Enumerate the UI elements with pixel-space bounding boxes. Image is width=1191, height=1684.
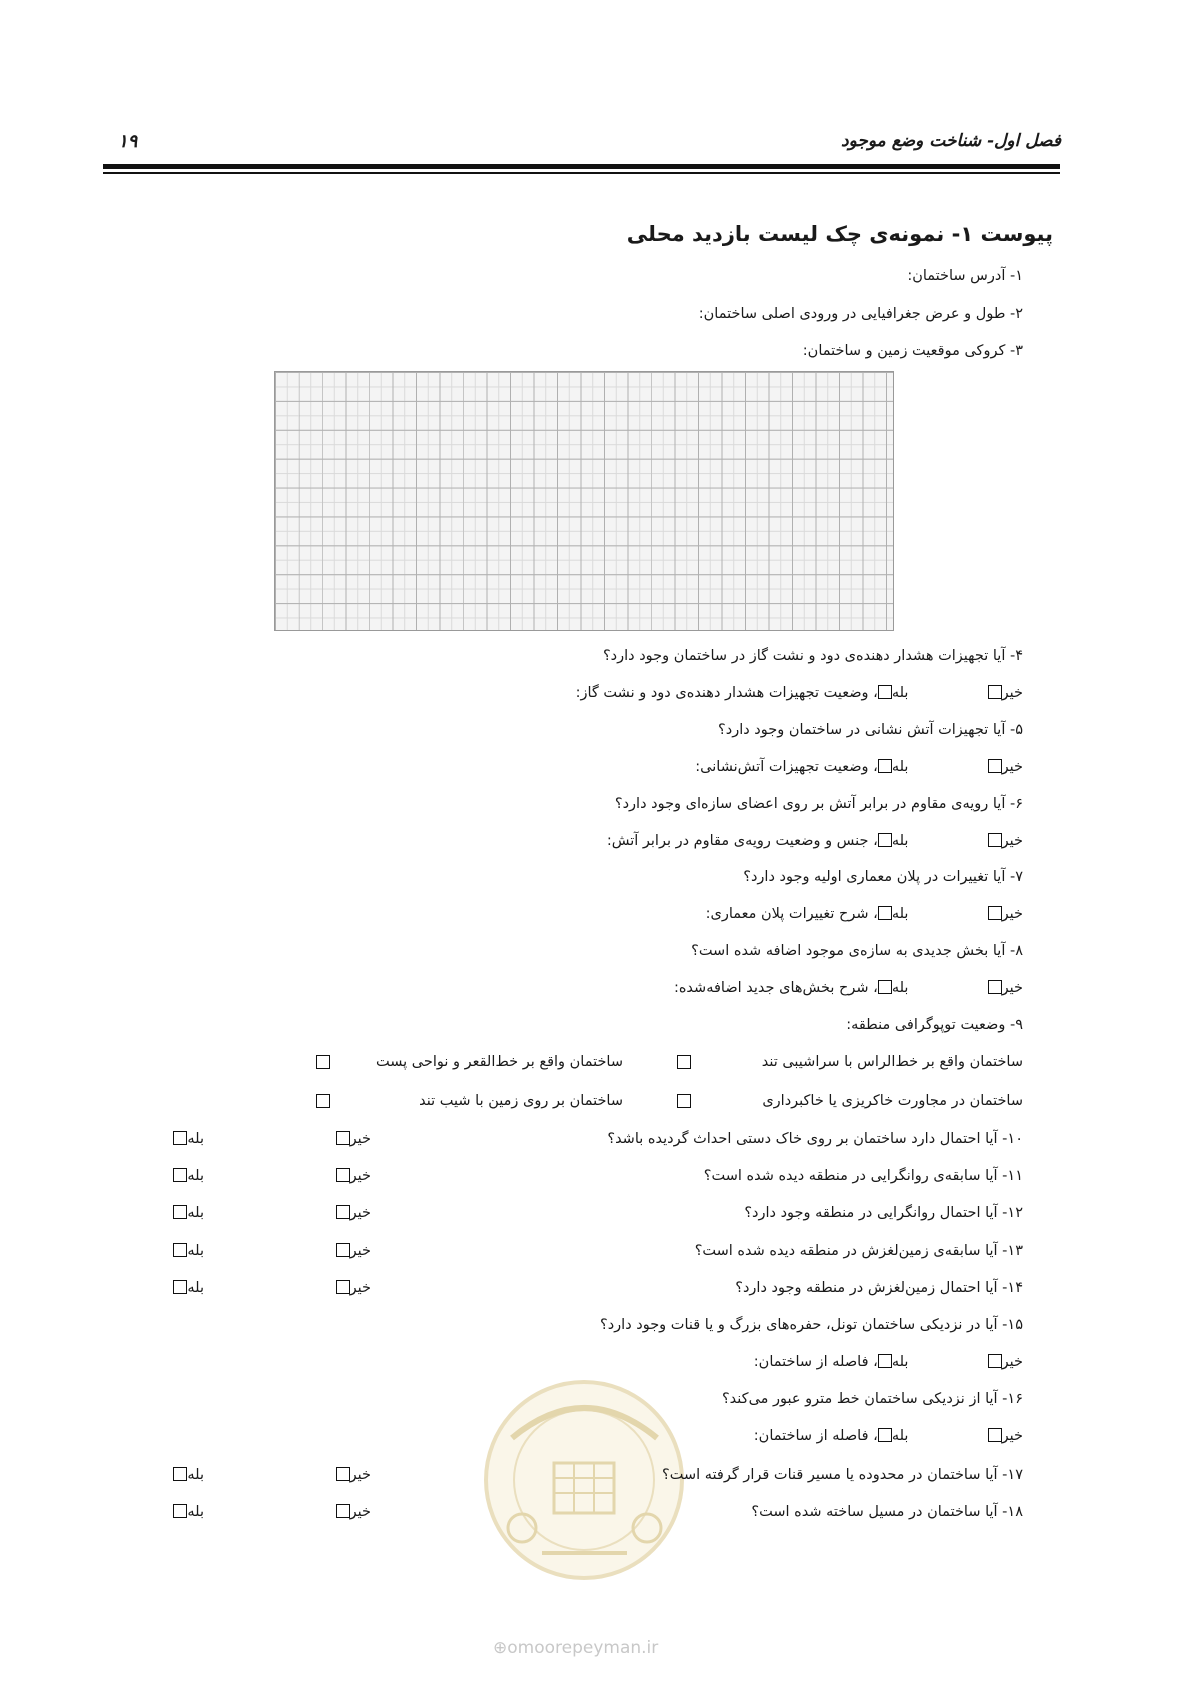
question-2: ۲- طول و عرض جغرافیایی در ورودی اصلی ساختمان: xyxy=(698,306,1023,322)
no-checkbox[interactable] xyxy=(988,1428,1002,1442)
answer-row-4 xyxy=(576,685,1023,701)
no-option xyxy=(336,1243,371,1259)
yes-checkbox[interactable] xyxy=(173,1504,187,1518)
yes-option xyxy=(173,1205,204,1221)
yes-label: بله xyxy=(187,1205,204,1221)
question-14: ۱۴- آیا احتمال زمین‌لغزش در منطقه وجود دارد؟ xyxy=(735,1280,1023,1296)
yes-label: بله xyxy=(187,1504,204,1520)
question-10: ۱۰- آیا احتمال دارد ساختمان بر روی خاک دستی احداث گردیده باشد؟ xyxy=(607,1131,1023,1147)
detail-label: جنس و وضعیت رویه‌ی مقاوم در برابر آتش: xyxy=(606,833,869,849)
question-11: ۱۱- آیا سابقه‌ی روانگرایی در منطقه دیده شده است؟ xyxy=(703,1168,1023,1184)
no-checkbox[interactable] xyxy=(988,685,1002,699)
yes-label: بله xyxy=(891,685,909,701)
separator: ، xyxy=(868,1354,878,1370)
yes-label: بله xyxy=(187,1168,204,1184)
yes-checkbox[interactable] xyxy=(878,1428,892,1442)
yes-checkbox[interactable] xyxy=(878,980,892,994)
yes-checkbox[interactable] xyxy=(173,1280,187,1294)
no-option xyxy=(336,1205,371,1221)
no-label: خیر xyxy=(1001,833,1023,849)
no-label: خیر xyxy=(349,1243,371,1259)
yes-checkbox[interactable] xyxy=(878,759,892,773)
separator: ، xyxy=(868,685,878,701)
yes-checkbox[interactable] xyxy=(878,833,892,847)
watermark-url xyxy=(493,1638,658,1658)
yes-checkbox[interactable] xyxy=(173,1131,187,1145)
no-label: خیر xyxy=(349,1280,371,1296)
no-checkbox[interactable] xyxy=(336,1243,350,1257)
no-checkbox[interactable] xyxy=(336,1504,350,1518)
no-checkbox[interactable] xyxy=(336,1280,350,1294)
yes-label: بله xyxy=(891,1354,909,1370)
sketch-grid[interactable] xyxy=(274,371,894,631)
question-12: ۱۲- آیا احتمال روانگرایی در منطقه وجود دارد؟ xyxy=(744,1205,1023,1221)
watermark-seal-icon xyxy=(482,1378,687,1583)
no-label: خیر xyxy=(1001,759,1023,775)
no-option xyxy=(336,1504,371,1520)
no-label: خیر xyxy=(1001,1354,1023,1370)
detail-label: فاصله از ساختمان: xyxy=(753,1428,869,1444)
detail-label: شرح تغییرات پلان معماری: xyxy=(705,906,869,922)
question-13: ۱۳- آیا سابقه‌ی زمین‌لغزش در منطقه دیده شده است؟ xyxy=(694,1243,1023,1259)
yes-checkbox[interactable] xyxy=(878,906,892,920)
separator: ، xyxy=(868,906,878,922)
no-label: خیر xyxy=(1001,980,1023,996)
question-9: ۹- وضعیت توپوگرافی منطقه: xyxy=(846,1017,1023,1033)
page-number: ۱۹ xyxy=(118,131,138,152)
separator: ، xyxy=(868,759,878,775)
yes-checkbox[interactable] xyxy=(173,1467,187,1481)
yes-label: بله xyxy=(891,980,909,996)
answer-row-15 xyxy=(754,1354,1023,1370)
no-label: خیر xyxy=(349,1131,371,1147)
yes-label: بله xyxy=(187,1243,204,1259)
question-15: ۱۵- آیا در نزدیکی ساختمان تونل، حفره‌های بزرگ و یا قنات وجود دارد؟ xyxy=(600,1317,1023,1333)
yes-label: بله xyxy=(187,1131,204,1147)
yes-option xyxy=(173,1467,204,1483)
yes-option xyxy=(173,1131,204,1147)
question-18: ۱۸- آیا ساختمان در مسیل ساخته شده است؟ xyxy=(751,1504,1023,1520)
question-8: ۸- آیا بخش جدیدی به سازه‌ی موجود اضافه شده است؟ xyxy=(691,943,1023,959)
no-checkbox[interactable] xyxy=(988,833,1002,847)
separator: ، xyxy=(868,980,878,996)
yes-checkbox[interactable] xyxy=(878,685,892,699)
watermark-globe-icon: ⊕ xyxy=(493,1638,508,1658)
question-6: ۶- آیا رویه‌ی مقاوم در برابر آتش بر روی اعضای سازه‌ای وجود دارد؟ xyxy=(614,796,1023,812)
no-label: خیر xyxy=(349,1168,371,1184)
no-option xyxy=(336,1280,371,1296)
question-16: ۱۶- آیا از نزدیکی ساختمان خط مترو عبور می‌کند؟ xyxy=(721,1391,1023,1407)
detail-label: وضعیت تجهیزات آتش‌نشانی: xyxy=(695,759,869,775)
no-checkbox[interactable] xyxy=(336,1467,350,1481)
no-checkbox[interactable] xyxy=(988,906,1002,920)
no-checkbox[interactable] xyxy=(988,759,1002,773)
topo-option-2: ساختمان واقع بر خط‌القعر و نواحی پست xyxy=(375,1054,623,1070)
topo-option-3: ساختمان در مجاورت خاکریزی یا خاکبرداری xyxy=(762,1093,1023,1109)
separator: ، xyxy=(868,833,878,849)
topo-option-2-checkbox[interactable] xyxy=(316,1055,330,1069)
question-17: ۱۷- آیا ساختمان در محدوده یا مسیر قنات قرار گرفته است؟ xyxy=(662,1467,1023,1483)
yes-checkbox[interactable] xyxy=(878,1354,892,1368)
no-checkbox[interactable] xyxy=(988,1354,1002,1368)
chapter-title: فصل اول- شناخت وضع موجود xyxy=(841,131,1061,151)
question-4: ۴- آیا تجهیزات هشدار دهنده‌ی دود و نشت گاز در ساختمان وجود دارد؟ xyxy=(602,648,1023,664)
yes-label: بله xyxy=(891,906,909,922)
no-checkbox[interactable] xyxy=(336,1131,350,1145)
question-7: ۷- آیا تغییرات در پلان معماری اولیه وجود دارد؟ xyxy=(743,869,1023,885)
yes-checkbox[interactable] xyxy=(173,1205,187,1219)
topo-option-4: ساختمان بر روی زمین با شیب تند xyxy=(419,1093,623,1109)
detail-label: وضعیت تجهیزات هشدار دهنده‌ی دود و نشت گاز: xyxy=(575,685,869,701)
topo-option-1-checkbox[interactable] xyxy=(677,1055,691,1069)
topo-option-3-checkbox[interactable] xyxy=(677,1094,691,1108)
yes-label: بله xyxy=(891,759,909,775)
answer-row-16 xyxy=(754,1428,1023,1444)
section-title: پیوست ۱- نمونه‌ی چک لیست بازدید محلی xyxy=(626,222,1053,246)
yes-label: بله xyxy=(891,833,909,849)
no-label: خیر xyxy=(1001,1428,1023,1444)
topo-option-1: ساختمان واقع بر خط‌الراس با سراشیبی تند xyxy=(761,1054,1023,1070)
no-checkbox[interactable] xyxy=(988,980,1002,994)
no-label: خیر xyxy=(349,1205,371,1221)
topo-option-4-checkbox[interactable] xyxy=(316,1094,330,1108)
detail-label: فاصله از ساختمان: xyxy=(753,1354,869,1370)
detail-label: شرح بخش‌های جدید اضافه‌شده: xyxy=(673,980,869,996)
question-1: ۱- آدرس ساختمان: xyxy=(907,268,1023,284)
no-option xyxy=(336,1168,371,1184)
header-rule-thin xyxy=(103,172,1060,174)
no-checkbox[interactable] xyxy=(336,1168,350,1182)
question-5: ۵- آیا تجهیزات آتش نشانی در ساختمان وجود دارد؟ xyxy=(718,722,1023,738)
yes-option xyxy=(173,1168,204,1184)
answer-row-7 xyxy=(706,906,1023,922)
answer-row-6 xyxy=(607,833,1023,849)
no-label: خیر xyxy=(349,1467,371,1483)
yes-option xyxy=(173,1280,204,1296)
yes-label: بله xyxy=(891,1428,909,1444)
yes-checkbox[interactable] xyxy=(173,1243,187,1257)
no-label: خیر xyxy=(1001,906,1023,922)
no-option xyxy=(336,1131,371,1147)
answer-row-8 xyxy=(674,980,1023,996)
question-3: ۳- کروکی موقعیت زمین و ساختمان: xyxy=(802,343,1023,359)
no-label: خیر xyxy=(349,1504,371,1520)
yes-label: بله xyxy=(187,1280,204,1296)
header-rule-thick xyxy=(103,164,1060,169)
no-option xyxy=(336,1467,371,1483)
yes-label: بله xyxy=(187,1467,204,1483)
yes-option xyxy=(173,1504,204,1520)
yes-option xyxy=(173,1243,204,1259)
yes-checkbox[interactable] xyxy=(173,1168,187,1182)
separator: ، xyxy=(868,1428,878,1444)
no-label: خیر xyxy=(1001,685,1023,701)
no-checkbox[interactable] xyxy=(336,1205,350,1219)
answer-row-5 xyxy=(695,759,1023,775)
watermark-url-text: omoorepeyman.ir xyxy=(507,1638,659,1658)
